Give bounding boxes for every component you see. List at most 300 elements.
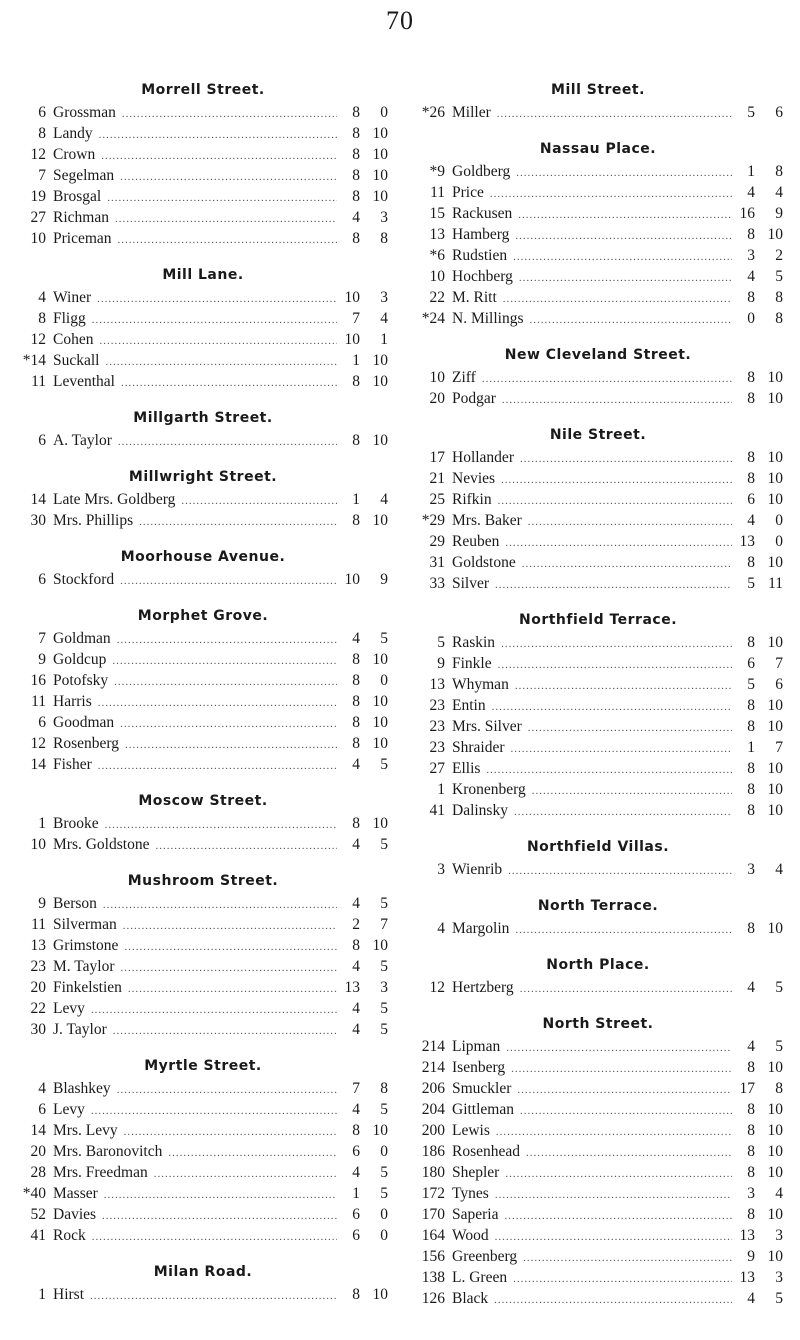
street-section: [18, 408, 388, 451]
entry-row: [18, 308, 388, 329]
amount-minor: 10: [372, 735, 388, 752]
amount-minor: 9: [380, 571, 388, 588]
amount-minor: 4: [775, 184, 783, 201]
dot-leader: [490, 184, 732, 205]
house-number: 4: [38, 289, 46, 306]
resident-name: Crown: [53, 146, 96, 163]
amount-minor: 4: [775, 1185, 783, 1202]
amount-minor: 1: [380, 331, 388, 348]
amount-minor: 10: [767, 634, 783, 651]
house-number: 11: [31, 373, 46, 390]
dot-leader: [105, 815, 337, 836]
house-number: 4: [38, 1080, 46, 1097]
house-number: 17: [429, 449, 445, 466]
house-number: 156: [421, 1248, 445, 1265]
resident-name: Silverman: [53, 916, 117, 933]
house-number: 206: [421, 1080, 445, 1097]
resident-name: Rosenhead: [452, 1143, 521, 1160]
entry-row: [413, 1120, 783, 1141]
resident-name: Rock: [53, 1227, 86, 1244]
dot-leader: [505, 533, 732, 554]
entry-row: [18, 228, 388, 249]
amount-minor: 8: [775, 289, 783, 306]
resident-name: Grossman: [53, 104, 116, 121]
house-number: 12: [30, 331, 46, 348]
entry-row: [18, 754, 388, 775]
amount-major: 8: [747, 226, 755, 243]
house-number: 14: [30, 1122, 46, 1139]
resident-name: Lewis: [452, 1122, 490, 1139]
amount-major: 8: [352, 735, 360, 752]
dot-leader: [495, 575, 732, 596]
amount-major: 1: [747, 163, 755, 180]
resident-name: Levy: [53, 1000, 85, 1017]
dot-leader: [497, 104, 732, 125]
amount-major: 8: [352, 104, 360, 121]
house-number: *6: [429, 247, 445, 264]
dot-leader: [139, 512, 337, 533]
house-number: 9: [437, 655, 445, 672]
street-section: [413, 139, 783, 329]
resident-name: Mrs. Freedman: [53, 1164, 148, 1181]
amount-major: 8: [747, 1122, 755, 1139]
amount-minor: 3: [775, 1269, 783, 1286]
entry-row: [18, 102, 388, 123]
dot-leader: [117, 1080, 337, 1101]
dot-leader: [124, 1122, 337, 1143]
entry-row: [413, 308, 783, 329]
dot-leader: [508, 861, 732, 882]
house-number: 126: [421, 1290, 445, 1307]
amount-major: 8: [747, 781, 755, 798]
amount-minor: 5: [380, 895, 388, 912]
amount-minor: 5: [380, 836, 388, 853]
street-heading: North Street.: [542, 1016, 654, 1032]
entry-row: [18, 712, 388, 733]
entry-row: [18, 329, 388, 350]
entry-row: [18, 670, 388, 691]
dot-leader: [517, 1080, 732, 1101]
amount-major: 13: [344, 979, 360, 996]
dot-leader: [486, 760, 732, 781]
amount-major: 2: [352, 916, 360, 933]
amount-minor: 0: [380, 672, 388, 689]
resident-name: Goodman: [53, 714, 115, 731]
amount-minor: 0: [380, 1143, 388, 1160]
house-number: 1: [38, 1286, 46, 1303]
amount-major: 6: [352, 1227, 360, 1244]
resident-name: Mrs. Goldstone: [53, 836, 150, 853]
house-number: 138: [421, 1269, 445, 1286]
dot-leader: [496, 1122, 732, 1143]
amount-minor: 10: [767, 449, 783, 466]
entry-row: [18, 914, 388, 935]
house-number: 1: [437, 781, 445, 798]
street-section: [18, 467, 388, 531]
house-number: 7: [38, 630, 46, 647]
resident-name: Mrs. Levy: [53, 1122, 118, 1139]
amount-minor: 11: [768, 575, 783, 592]
amount-major: 4: [352, 836, 360, 853]
house-number: 6: [38, 1101, 46, 1118]
entry-row: [413, 1057, 783, 1078]
amount-major: 13: [739, 1227, 755, 1244]
dot-leader: [511, 1059, 732, 1080]
left-column: [18, 80, 388, 1321]
dot-leader: [526, 1143, 732, 1164]
amount-major: 7: [352, 1080, 360, 1097]
entry-row: [18, 1225, 388, 1246]
amount-major: 8: [352, 432, 360, 449]
amount-minor: 4: [775, 861, 783, 878]
entry-row: [413, 161, 783, 182]
street-section: [413, 610, 783, 821]
resident-name: Cohen: [53, 331, 94, 348]
amount-minor: 10: [372, 937, 388, 954]
amount-major: 3: [747, 247, 755, 264]
amount-major: 6: [747, 655, 755, 672]
dot-leader: [120, 571, 337, 592]
street-section: [18, 80, 388, 249]
amount-major: 8: [747, 369, 755, 386]
resident-name: Black: [452, 1290, 489, 1307]
entry-row: [413, 653, 783, 674]
dot-leader: [529, 310, 732, 331]
house-number: 27: [429, 760, 445, 777]
amount-major: 6: [352, 1206, 360, 1223]
street-heading: Milan Road.: [153, 1264, 253, 1280]
amount-minor: 5: [380, 1101, 388, 1118]
amount-minor: 10: [767, 369, 783, 386]
resident-name: Goldberg: [452, 163, 511, 180]
house-number: *24: [421, 310, 445, 327]
resident-name: Priceman: [53, 230, 112, 247]
entry-row: [18, 350, 388, 371]
street-section: [413, 80, 783, 123]
amount-major: 5: [747, 676, 755, 693]
amount-minor: 10: [767, 697, 783, 714]
entry-row: [413, 1288, 783, 1309]
resident-name: Tynes: [452, 1185, 489, 1202]
entry-row: [18, 186, 388, 207]
amount-major: 8: [747, 634, 755, 651]
entry-row: [18, 628, 388, 649]
house-number: 28: [30, 1164, 46, 1181]
dot-leader: [154, 1164, 337, 1185]
house-number: 214: [421, 1059, 445, 1076]
entry-row: [18, 287, 388, 308]
street-heading: Nile Street.: [549, 427, 647, 443]
dot-leader: [91, 1101, 337, 1122]
resident-name: J. Taylor: [53, 1021, 107, 1038]
street-heading: Northfield Villas.: [526, 839, 670, 855]
amount-minor: 10: [767, 1059, 783, 1076]
dot-leader: [503, 289, 732, 310]
entry-row: [18, 207, 388, 228]
amount-minor: 3: [775, 1227, 783, 1244]
amount-minor: 5: [380, 756, 388, 773]
resident-name: Shraider: [452, 739, 505, 756]
dot-leader: [168, 1143, 337, 1164]
amount-major: 8: [352, 815, 360, 832]
house-number: 23: [429, 697, 445, 714]
resident-name: Whyman: [452, 676, 509, 693]
amount-major: 8: [747, 697, 755, 714]
house-number: 8: [38, 125, 46, 142]
amount-minor: 7: [380, 916, 388, 933]
house-number: 21: [429, 470, 445, 487]
house-number: 172: [421, 1185, 445, 1202]
resident-name: Nevies: [452, 470, 496, 487]
entry-row: [413, 977, 783, 998]
entry-row: [18, 1120, 388, 1141]
house-number: *14: [22, 352, 46, 369]
street-heading: Millwright Street.: [128, 469, 278, 485]
amount-major: 4: [747, 512, 755, 529]
resident-name: Entin: [452, 697, 486, 714]
dot-leader: [518, 205, 732, 226]
resident-name: Winer: [53, 289, 92, 306]
amount-major: 4: [747, 184, 755, 201]
page-number: 70: [386, 6, 414, 35]
amount-minor: 5: [380, 1021, 388, 1038]
amount-major: 4: [352, 209, 360, 226]
house-number: 13: [429, 676, 445, 693]
street-heading: Morphet Grove.: [137, 608, 269, 624]
house-number: 10: [30, 230, 46, 247]
amount-minor: 5: [775, 979, 783, 996]
dot-leader: [99, 331, 337, 352]
amount-major: 8: [747, 1143, 755, 1160]
entry-row: [18, 649, 388, 670]
house-number: 214: [421, 1038, 445, 1055]
amount-major: 8: [747, 718, 755, 735]
house-number: 11: [31, 693, 46, 710]
resident-name: Dalinsky: [452, 802, 508, 819]
dot-leader: [482, 369, 732, 390]
amount-major: 4: [352, 1021, 360, 1038]
street-heading: Moorhouse Avenue.: [120, 549, 286, 565]
amount-minor: 10: [767, 1248, 783, 1265]
dot-leader: [103, 895, 337, 916]
street-heading: Mill Lane.: [162, 267, 244, 283]
house-number: 1: [38, 815, 46, 832]
entry-row: [413, 287, 783, 308]
street-heading: Northfield Terrace.: [518, 612, 678, 628]
amount-major: 10: [344, 331, 360, 348]
amount-minor: 10: [372, 146, 388, 163]
house-number: 6: [38, 714, 46, 731]
house-number: *29: [421, 512, 445, 529]
amount-minor: 10: [372, 1122, 388, 1139]
amount-major: 8: [352, 672, 360, 689]
house-number: 9: [38, 651, 46, 668]
dot-leader: [494, 1290, 732, 1311]
street-section: [413, 425, 783, 594]
dot-leader: [506, 1038, 732, 1059]
amount-minor: 9: [775, 205, 783, 222]
entry-row: [413, 203, 783, 224]
house-number: 15: [429, 205, 445, 222]
entry-row: [413, 1183, 783, 1204]
amount-major: 8: [747, 449, 755, 466]
street-section: [413, 955, 783, 998]
dot-leader: [513, 247, 732, 268]
resident-name: Landy: [53, 125, 93, 142]
amount-minor: 10: [767, 390, 783, 407]
resident-name: Rosenberg: [53, 735, 120, 752]
dot-leader: [122, 104, 337, 125]
amount-minor: 10: [767, 1164, 783, 1181]
dot-leader: [504, 1206, 732, 1227]
amount-major: 4: [352, 1164, 360, 1181]
entry-row: [413, 695, 783, 716]
dot-leader: [121, 373, 337, 394]
resident-name: Reuben: [452, 533, 500, 550]
dot-leader: [515, 226, 732, 247]
entry-row: [413, 1141, 783, 1162]
house-number: 20: [30, 979, 46, 996]
entry-row: [18, 1183, 388, 1204]
house-number: 9: [38, 895, 46, 912]
amount-major: 8: [352, 146, 360, 163]
dot-leader: [112, 651, 337, 672]
street-heading: Mushroom Street.: [127, 873, 279, 889]
amount-major: 17: [739, 1080, 755, 1097]
dot-leader: [181, 491, 337, 512]
house-number: 12: [30, 735, 46, 752]
resident-name: Grimstone: [53, 937, 119, 954]
amount-minor: 10: [372, 188, 388, 205]
entry-row: [413, 552, 783, 573]
house-number: *26: [421, 104, 445, 121]
amount-minor: 2: [775, 247, 783, 264]
entry-row: [18, 165, 388, 186]
resident-name: Hertzberg: [452, 979, 514, 996]
amount-minor: 7: [775, 739, 783, 756]
amount-minor: 0: [380, 1227, 388, 1244]
entry-row: [18, 813, 388, 834]
amount-major: 13: [739, 1269, 755, 1286]
resident-name: Greenberg: [452, 1248, 518, 1265]
dot-leader: [92, 310, 337, 331]
amount-major: 3: [747, 1185, 755, 1202]
amount-major: 4: [747, 1290, 755, 1307]
resident-name: Goldman: [53, 630, 111, 647]
dot-leader: [113, 1021, 337, 1042]
street-heading: North Place.: [546, 957, 650, 973]
resident-name: Miller: [452, 104, 491, 121]
amount-major: 8: [747, 760, 755, 777]
house-number: 5: [437, 634, 445, 651]
entry-row: [18, 834, 388, 855]
amount-minor: 10: [767, 760, 783, 777]
amount-major: 13: [739, 533, 755, 550]
amount-major: 8: [352, 1122, 360, 1139]
entry-row: [18, 144, 388, 165]
house-number: 23: [30, 958, 46, 975]
amount-major: 6: [352, 1143, 360, 1160]
house-number: 170: [421, 1206, 445, 1223]
entry-row: [413, 102, 783, 123]
resident-name: Leventhal: [53, 373, 115, 390]
amount-minor: 3: [380, 979, 388, 996]
street-section: [18, 547, 388, 590]
amount-minor: 5: [380, 1185, 388, 1202]
dot-leader: [92, 1227, 337, 1248]
amount-minor: 10: [372, 167, 388, 184]
entry-row: [413, 447, 783, 468]
amount-major: 9: [747, 1248, 755, 1265]
dot-leader: [501, 470, 732, 491]
dot-leader: [498, 491, 732, 512]
house-number: 13: [30, 937, 46, 954]
resident-name: Wienrib: [452, 861, 503, 878]
entry-row: [413, 1162, 783, 1183]
amount-major: 10: [344, 289, 360, 306]
amount-major: 1: [352, 1185, 360, 1202]
street-section: [18, 1262, 388, 1305]
entry-row: [18, 123, 388, 144]
dot-leader: [124, 937, 337, 958]
entry-row: [413, 510, 783, 531]
house-number: 27: [30, 209, 46, 226]
amount-minor: 7: [775, 655, 783, 672]
street-heading: Morrell Street.: [141, 82, 265, 98]
amount-major: 8: [352, 693, 360, 710]
resident-name: Silver: [452, 575, 490, 592]
amount-minor: 8: [775, 1080, 783, 1097]
entry-row: [413, 468, 783, 489]
dot-leader: [128, 979, 337, 1000]
amount-major: 1: [747, 739, 755, 756]
entry-row: [413, 388, 783, 409]
amount-minor: 5: [380, 1000, 388, 1017]
amount-major: 4: [352, 1101, 360, 1118]
resident-name: Saperia: [452, 1206, 499, 1223]
amount-minor: 10: [372, 373, 388, 390]
amount-major: 4: [747, 1038, 755, 1055]
amount-major: 4: [352, 958, 360, 975]
amount-major: 4: [352, 1000, 360, 1017]
resident-name: Price: [452, 184, 484, 201]
amount-minor: 8: [775, 163, 783, 180]
street-section: [18, 791, 388, 855]
amount-minor: 10: [767, 226, 783, 243]
house-number: 13: [429, 226, 445, 243]
street-section: [413, 1014, 783, 1309]
amount-major: 5: [747, 575, 755, 592]
dot-leader: [523, 1248, 732, 1269]
dot-leader: [120, 714, 337, 735]
house-number: 31: [429, 554, 445, 571]
house-number: 23: [429, 718, 445, 735]
dot-leader: [495, 1227, 732, 1248]
amount-major: 8: [352, 125, 360, 142]
amount-minor: 10: [767, 920, 783, 937]
resident-name: Hirst: [53, 1286, 84, 1303]
house-number: 8: [38, 310, 46, 327]
street-section: [18, 871, 388, 1040]
entry-row: [413, 632, 783, 653]
amount-major: 8: [747, 802, 755, 819]
resident-name: Kronenberg: [452, 781, 526, 798]
amount-major: 0: [747, 310, 755, 327]
amount-major: 8: [747, 470, 755, 487]
house-number: 11: [430, 184, 445, 201]
house-number: 16: [30, 672, 46, 689]
dot-leader: [502, 390, 732, 411]
